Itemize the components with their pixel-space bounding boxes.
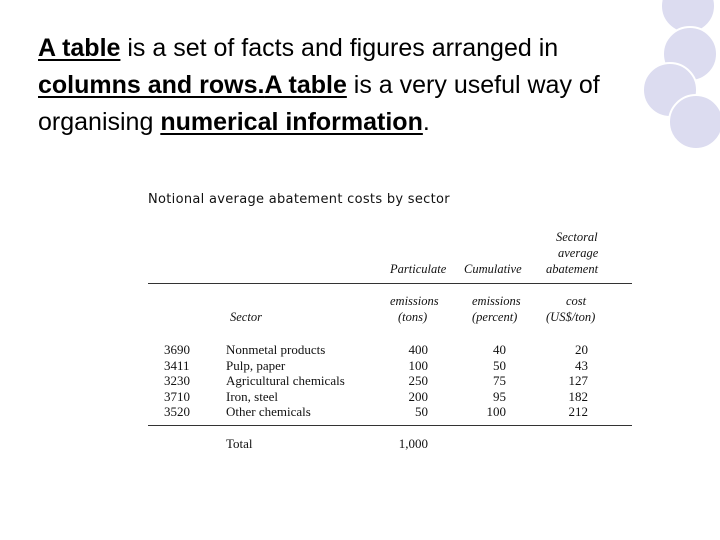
header-abatement: abatement	[546, 262, 599, 276]
term-a-table-2: A table	[264, 71, 347, 99]
sector-name: Other chemicals	[226, 404, 311, 419]
header-emissions-1: emissions	[390, 294, 439, 308]
tons-value: 250	[408, 373, 428, 388]
term-numerical-information: numerical information	[160, 108, 423, 136]
header-rule	[148, 283, 632, 284]
heading-text: is a set of facts and figures arranged in	[120, 34, 559, 62]
header-emissions-2: emissions	[472, 294, 521, 308]
percent-value: 95	[493, 388, 506, 404]
percent-value: 75	[493, 373, 506, 388]
percent-value: 50	[493, 357, 506, 373]
sector-code: 3411	[164, 357, 190, 373]
header-percent: (percent)	[472, 310, 518, 324]
percent-value: 100	[486, 404, 506, 419]
heading-text: is a very useful way of organising	[38, 71, 600, 136]
percent-value: 40	[493, 342, 506, 357]
sector-code: 3690	[164, 342, 190, 357]
term-a-table: A table	[38, 34, 121, 62]
table-caption: Notional average abatement costs by sector	[148, 192, 450, 207]
sector-name: Agricultural chemicals	[226, 373, 345, 388]
sector-code: 3710	[164, 388, 190, 404]
slide-heading	[38, 30, 638, 141]
cost-value: 127	[568, 373, 588, 388]
tons-value: 100	[408, 357, 428, 373]
cost-value: 20	[575, 342, 588, 357]
cost-value: 43	[575, 357, 588, 373]
decor-circle	[668, 94, 720, 150]
sector-code: 3520	[164, 404, 190, 419]
header-particulate: Particulate	[390, 262, 447, 276]
sector-name: Iron, steel	[226, 388, 278, 404]
term-columns-rows: columns and rows.	[38, 71, 265, 99]
header-cost: cost	[566, 294, 587, 308]
header-average: average	[558, 246, 599, 260]
tons-value: 50	[415, 404, 428, 419]
tons-value: 400	[408, 342, 428, 357]
header-cumulative: Cumulative	[464, 262, 522, 276]
total-value: 1,000	[398, 436, 428, 451]
header-tons: (tons)	[398, 310, 428, 324]
abatement-costs-table	[148, 188, 632, 458]
total-rule	[148, 425, 632, 426]
header-sector: Sector	[230, 310, 262, 324]
cost-value: 212	[568, 404, 588, 419]
total-label: Total	[226, 436, 253, 451]
header-usd-per-ton: (US$/ton)	[546, 310, 596, 324]
header-sectoral: Sectoral	[556, 230, 598, 244]
sector-code: 3230	[164, 373, 190, 388]
tons-value: 200	[408, 388, 428, 404]
cost-value: 182	[568, 388, 588, 404]
sector-name: Nonmetal products	[226, 342, 326, 357]
sector-name: Pulp, paper	[226, 357, 286, 373]
heading-period: .	[422, 108, 430, 136]
